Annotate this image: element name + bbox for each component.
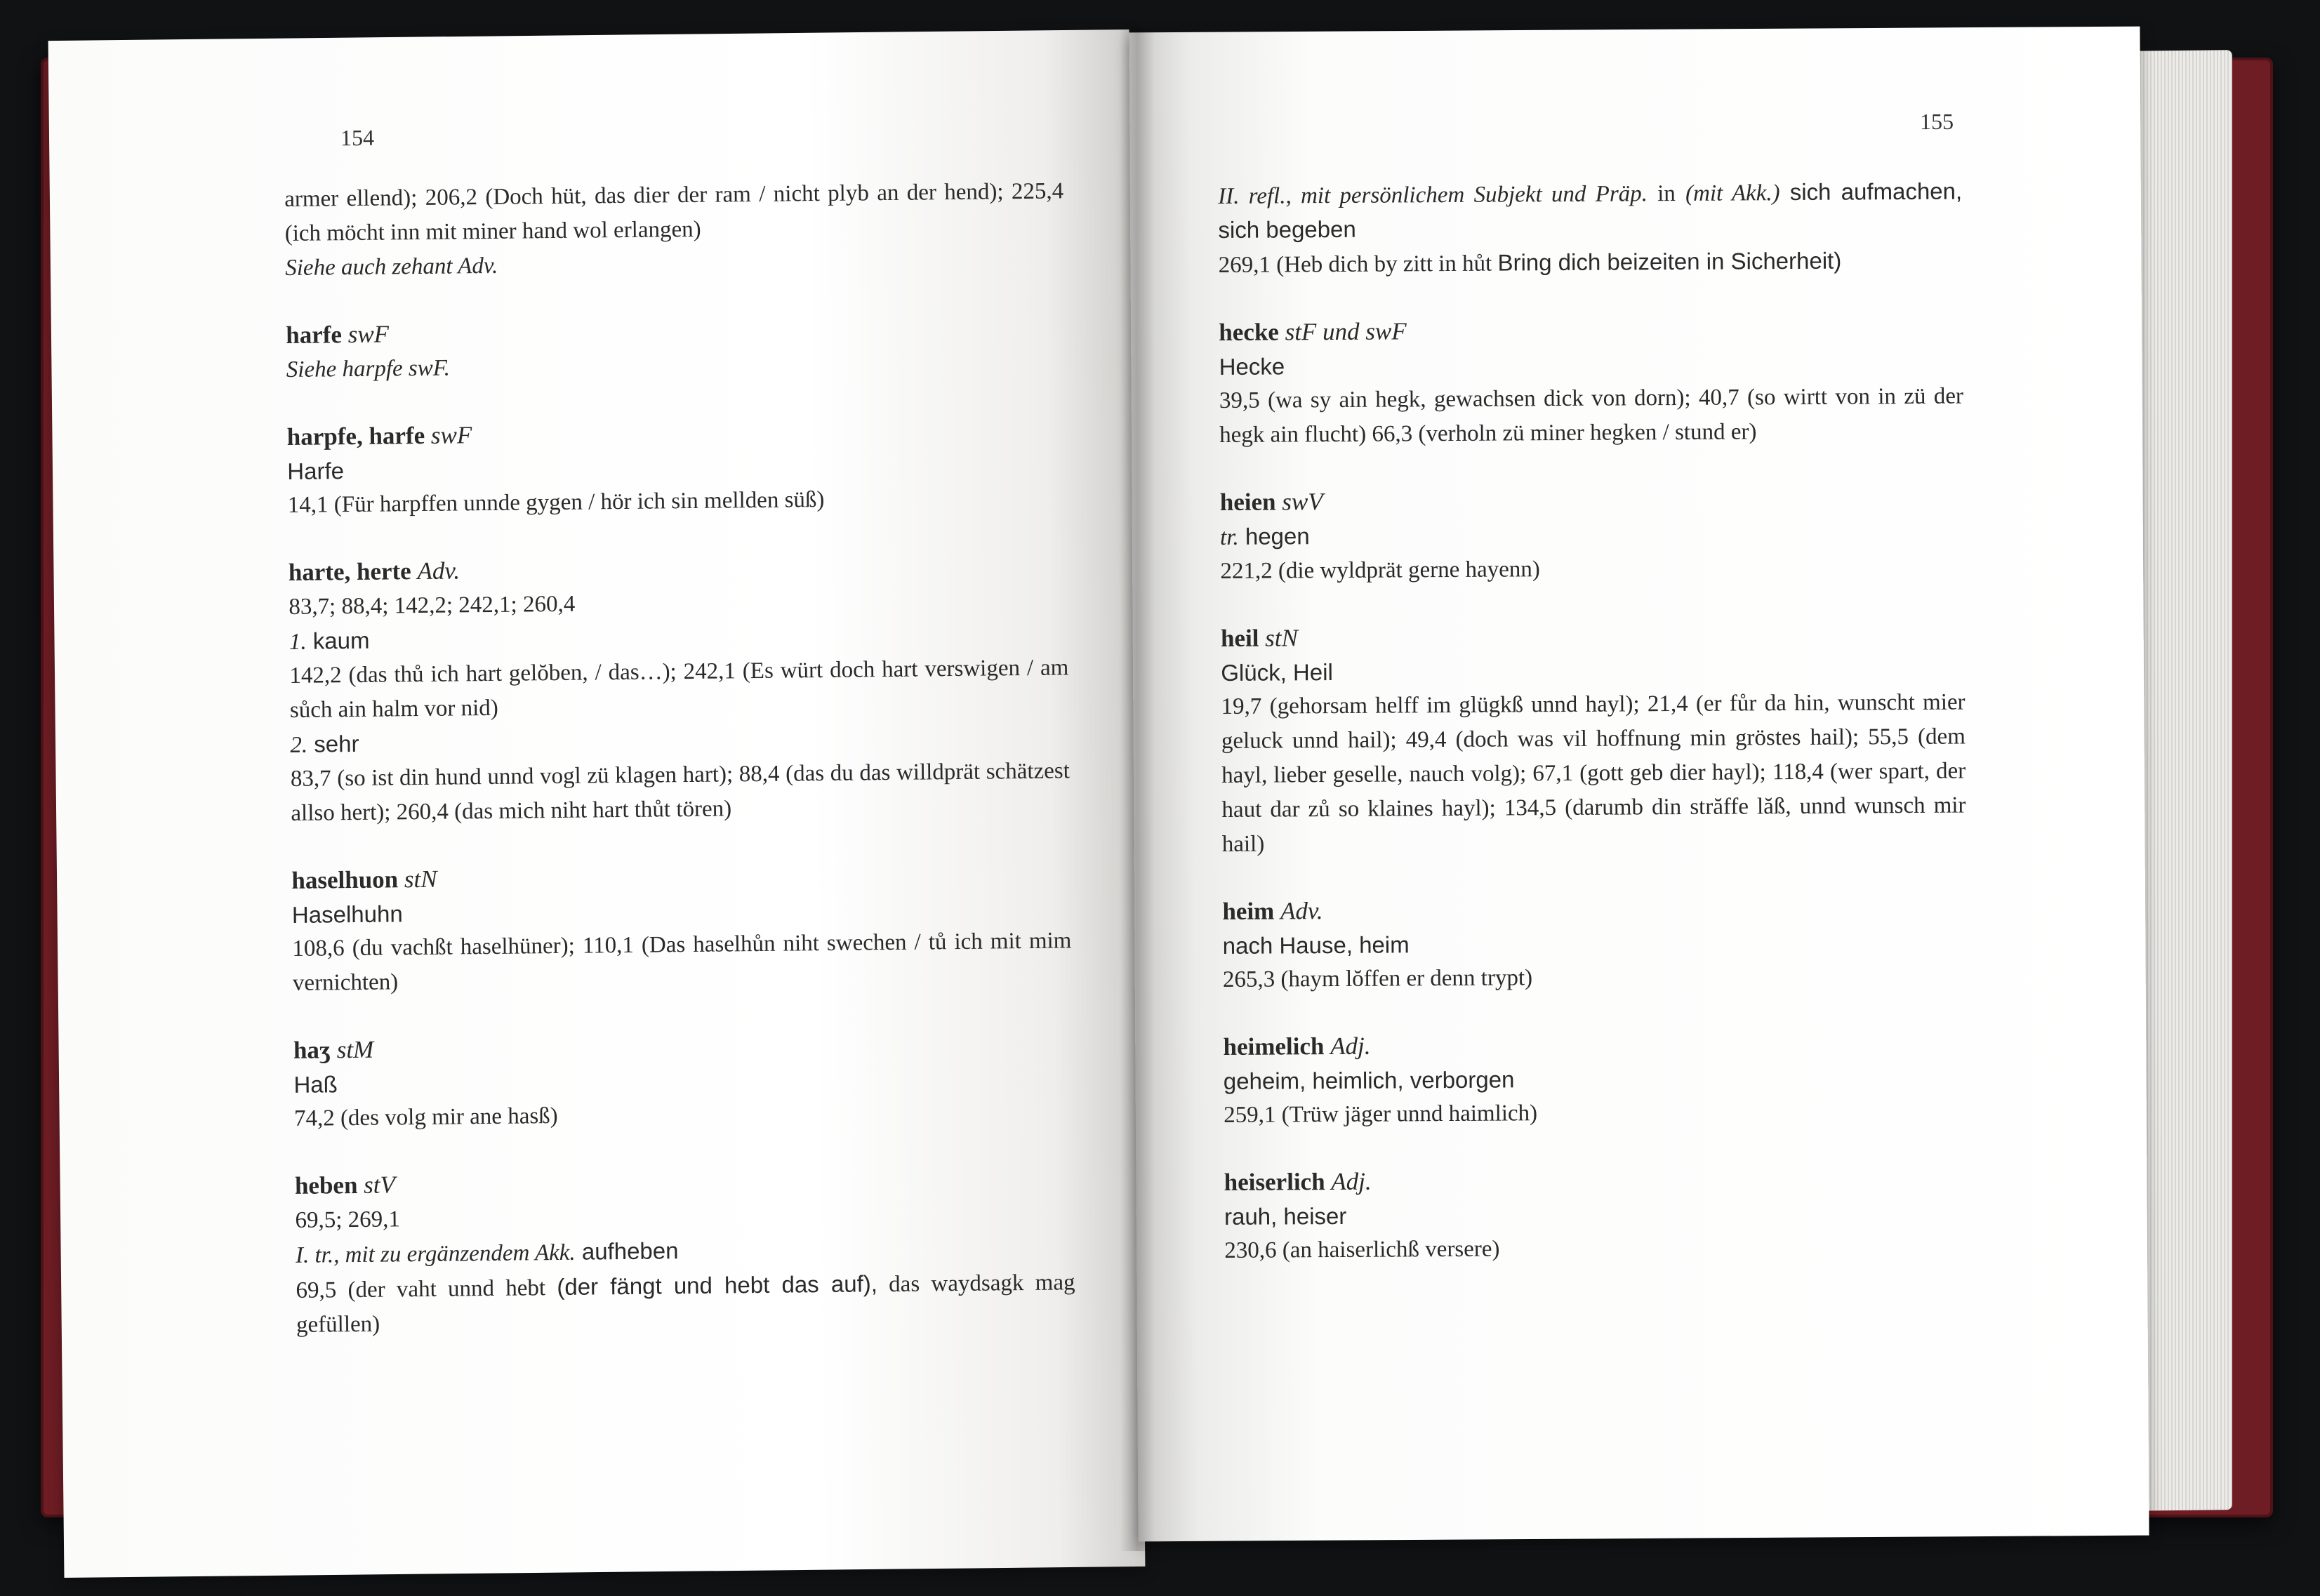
citation-text: 108,6 (du vachßt haselhüner); 110,1 (Das haselhůn niht swechen / tů ich mit mim vernichten) — [292, 928, 1072, 996]
sense-preposition: in — [1657, 181, 1676, 207]
entry-lemma: haʒ — [293, 1036, 331, 1064]
entry-lemma: heil — [1220, 624, 1259, 652]
right-page-number: 155 — [1919, 108, 1954, 135]
entry-grammar: swF — [347, 320, 390, 349]
continuation-entry — [1218, 175, 1963, 283]
citation-text: 230,6 (an haiserlichß versere) — [1224, 1236, 1500, 1263]
entry-grammar: swV — [1282, 488, 1323, 516]
entry-lemma: heim — [1222, 897, 1275, 925]
entry-meaning: Haß — [293, 1071, 338, 1098]
entry-meaning: sehr — [314, 730, 359, 757]
citation-text: 14,1 (Für harpffen unnde gygen / hör ich sin mellden süß) — [287, 486, 825, 518]
entry-grammar: Adv. — [1280, 897, 1323, 925]
citation-text: 265,3 (haym lŏffen er denn trypt) — [1222, 965, 1533, 992]
citation-text: 269,1 (Heb dich by zitt in hůt — [1218, 251, 1492, 278]
entry-lemma: haselhuon — [291, 865, 399, 894]
sense-label: I. tr., mit zu ergänzendem Akk. — [295, 1239, 576, 1268]
entry-meaning: kaum — [312, 627, 370, 654]
entry-lemma: heimelich — [1223, 1032, 1325, 1060]
sense-case: (mit Akk.) — [1685, 180, 1780, 206]
entry-meaning: sich aufmachen, sich begeben — [1218, 178, 1963, 243]
dictionary-entry — [291, 855, 1072, 1001]
entry-meaning: Hecke — [1219, 353, 1285, 380]
dictionary-entry — [295, 1160, 1076, 1343]
entry-lemma: heben — [294, 1171, 358, 1199]
right-page-text — [1218, 175, 1969, 1301]
entry-grammar: stF und swF — [1285, 317, 1407, 346]
left-page-number: 154 — [340, 124, 375, 151]
entry-meaning: Haselhuhn — [291, 900, 403, 928]
citation-text: das waydsagk mag gefüllen) — [296, 1270, 1075, 1338]
citation-text: 69,5 (der vaht unnd hebt — [296, 1275, 546, 1303]
entry-meaning: Glück, Heil — [1221, 659, 1333, 686]
citation-translation: Bring dich beizeiten in Sicherheit) — [1497, 247, 1842, 276]
entry-lemma: harfe — [286, 321, 343, 349]
entry-lemma: heien — [1219, 488, 1276, 516]
entry-grammar: stN — [1265, 624, 1299, 652]
book-gutter — [1120, 28, 1155, 1551]
dictionary-entry — [289, 547, 1070, 831]
entry-meaning: hegen — [1245, 523, 1310, 550]
entry-meaning: nach Hause, heim — [1222, 931, 1410, 959]
dictionary-entry — [287, 411, 1067, 523]
left-page-text — [284, 174, 1076, 1375]
sense-label: 2. — [290, 732, 308, 758]
citation-text: 142,2 (das thů ich hart gelŏben, / das…); 242,1 (Es würt doch hart verswigen / am sůch ain halm vor nid) — [289, 655, 1069, 723]
entry-meaning: aufheben — [581, 1237, 679, 1265]
citation-text: armer ellend); 206,2 (Doch hüt, das dier der ram / nicht plyb an der hend); 225,4 (ich möcht inn mit miner hand wol erlangen) — [284, 178, 1064, 246]
dictionary-entry — [1220, 481, 1965, 589]
entry-lemma: harpfe, harfe — [286, 421, 425, 451]
entry-lemma: hecke — [1219, 318, 1279, 346]
sense-label: II. refl., mit persönlichem Subjekt und Präp. — [1218, 181, 1648, 209]
cross-reference: Siehe harpfe swF. — [286, 355, 451, 383]
citation-text: 69,5; 269,1 — [295, 1206, 401, 1233]
entry-grammar: stV — [363, 1171, 396, 1199]
citation-text: 74,2 (des volg mir ane hasß) — [293, 1103, 558, 1131]
citation-text: 39,5 (wa sy ain hegk, gewachsen dick von dorn); 40,7 (so wirtt von in zü der hegk ain flucht) 66,3 (verholn zü miner hegken / stund er) — [1219, 383, 1964, 448]
dictionary-entry — [293, 1025, 1073, 1136]
dictionary-entry — [1223, 1025, 1968, 1133]
citation-translation: (der fängt und hebt das auf), — [557, 1270, 878, 1301]
sense-label: tr. — [1220, 524, 1239, 550]
continuation-entry — [284, 174, 1064, 286]
entry-grammar: Adj. — [1331, 1167, 1372, 1196]
dictionary-entry — [1219, 311, 1963, 453]
dictionary-entry — [286, 310, 1066, 387]
entry-lemma: heiserlich — [1224, 1168, 1325, 1196]
citation-text: 83,7 (so ist din hund unnd vogl zü klagen hart); 88,4 (das du das willdprät schätzest allso hert); 260,4 (das mich niht hart thůt tören) — [290, 758, 1070, 826]
entry-meaning: Harfe — [287, 458, 345, 484]
entry-meaning: geheim, heimlich, verborgen — [1223, 1066, 1515, 1094]
cross-reference: Siehe auch zehant Adv. — [285, 253, 498, 281]
entry-grammar: swF — [430, 421, 472, 449]
entry-grammar: stN — [404, 865, 437, 893]
dictionary-entry — [1221, 617, 1966, 862]
entry-grammar: Adj. — [1330, 1032, 1371, 1060]
citation-text: 19,7 (gehorsam helff im glügkß unnd hayl); 21,4 (er fůr da hin, wunscht mier geluck unnd hail); 49,4 (doch was vil hoffnung min gröstes hail); 55,5 (dem hayl, lieber geselle, nauch volg); 67,1 (gott geb dier hayl); 118,4 (wer spart, der haut dar zů so klaines hayl); 134,5 (darumb din străffe lăß, unnd wunsch mir hail) — [1221, 689, 1966, 857]
citation-text: 259,1 (Trüw jäger unnd haimlich) — [1224, 1100, 1538, 1128]
dictionary-entry — [1224, 1160, 1969, 1268]
entry-grammar: Adv. — [417, 557, 460, 585]
dictionary-entry — [1222, 890, 1967, 997]
entry-grammar: stM — [336, 1035, 374, 1064]
entry-meaning: rauh, heiser — [1224, 1202, 1347, 1230]
citation-text: 221,2 (die wyldprät gerne hayenn) — [1220, 557, 1540, 584]
citation-text: 83,7; 88,4; 142,2; 242,1; 260,4 — [289, 591, 576, 620]
entry-lemma: harte, herte — [288, 557, 411, 586]
sense-label: 1. — [289, 629, 307, 655]
